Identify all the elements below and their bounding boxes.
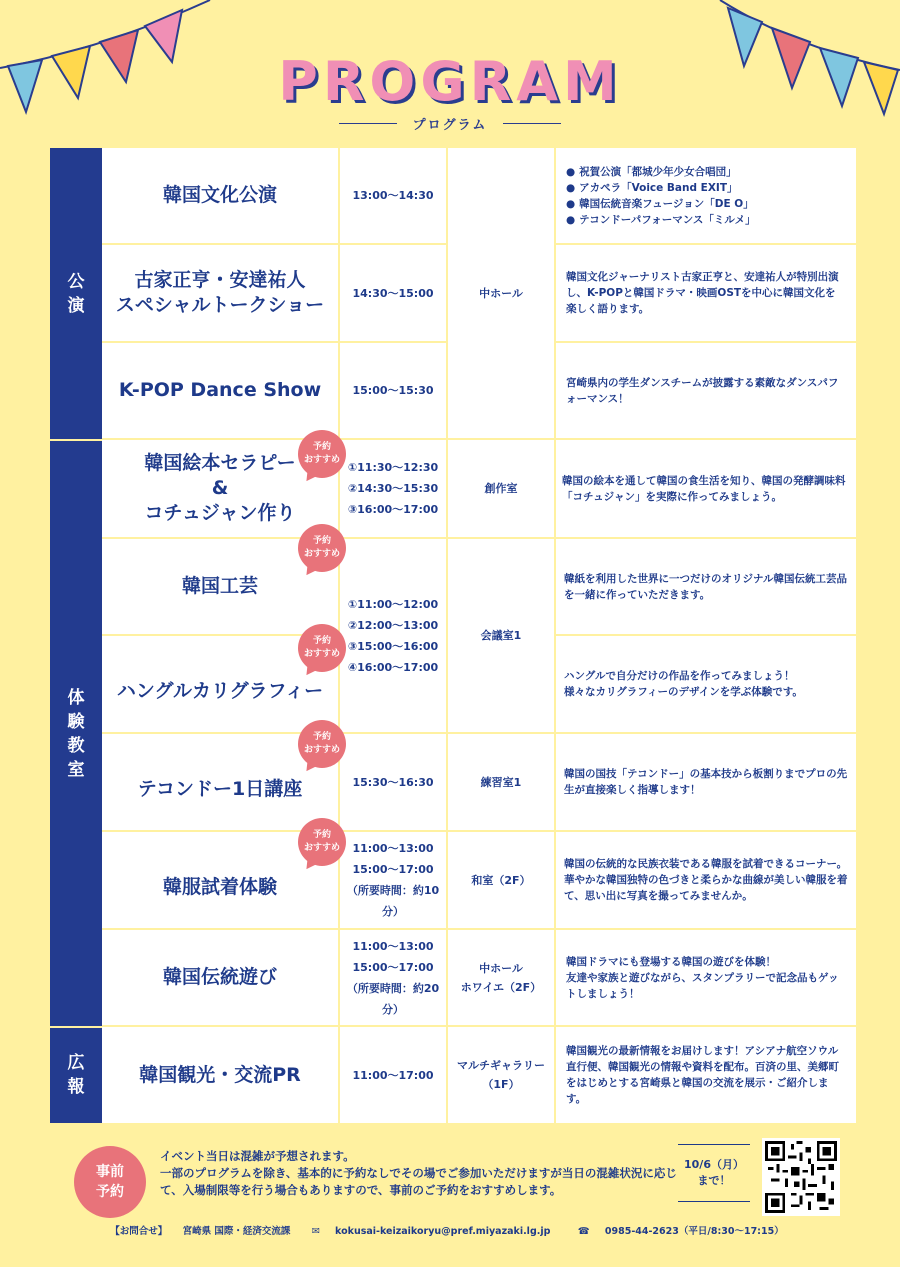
notice-text: イベント当日は混雑が予想されます。 一部のプログラムを除き、基本的に予約なしでその場でご参加いただけますが当日の混雑状況に応じて、入場制限等を行う場合もありますので、事前のご予約をおすすめします。 [160,1149,677,1197]
reservation-badge [298,818,346,866]
program-name: 韓国伝統遊び [162,966,277,988]
subtitle-row [0,114,900,133]
program-name: ハングルカリグラフィー [116,679,324,702]
section-label-text: 広 報 [67,1053,85,1097]
program-time: 11:00〜17:00 [352,1068,434,1082]
section-divider [50,1026,102,1028]
badge-text: 予約 おすすめ [303,442,341,465]
badge-text: 予約 おすすめ [303,536,341,559]
program-description: 韓国観光の最新情報をお届けします！アシアナ航空ソウル直行便、韓国観光の情報や資料を配布。百済の里、美郷町をはじめとする宮崎県と韓国の交流を展示・ご紹介します。 [566,1045,839,1105]
program-place: 練習室1 [480,775,522,789]
program-time: 15:30〜16:30 [352,775,434,789]
reservation-badge [298,624,346,672]
program-description: 韓国の国技「テコンドー」の基本技から板割りまでプロの先生が直接楽しく指導します！ [564,768,848,796]
program-place: 会議室1 [480,629,522,642]
section-label-experience [50,440,102,1027]
section-divider [50,439,102,441]
program-name: 韓服試着体験 [162,875,277,898]
program-place: 和室（2F） [471,873,531,887]
program-description: 韓紙を利用した世界に一つだけのオリジナル韓国伝統工芸品を一緒に作っていただきます。 [564,572,847,601]
reservation-badge [298,430,346,478]
page-header [0,52,900,133]
program-time: 14:30〜15:00 [352,286,434,300]
program-time: 11:00〜13:00 15:00〜17:00 （所要時間：約20分） [346,939,440,1016]
program-description: 韓国ドラマにも登場する韓国の遊びを体験！ 友達や家族と遊びながら、スタンプラリーで記念品もゲットしましょう！ [566,955,839,1000]
performance-list-item: ● 祝賀公演「都城少年少女合唱団」 [566,164,756,180]
program-time: ①11:00〜12:00 ②12:00〜13:00 ③15:00〜16:00 ④16:00〜17:00 [347,597,439,674]
subtitle-line-left [339,123,397,124]
section-label-text: 公 演 [67,272,85,316]
badge-text: 予約 おすすめ [303,636,341,659]
program-description [566,148,851,243]
program-description: 韓国文化ジャーナリスト古家正亨と、安達祐人が特別出演し、K-POPと韓国ドラマ・映画OSTを中心に韓国文化を楽しく語ります。 [566,271,839,315]
program-description: ハングルで自分だけの作品を作ってみましょう！ 様々なカリグラフィーのデザインを学ぶ体験です。 [564,670,803,698]
program-place: マルチギャラリー （1F） [457,1059,545,1091]
program-name: テコンドー1日講座 [137,777,303,800]
program-place: 中ホール [479,286,523,300]
section-label-pr [50,1027,102,1123]
qr-code[interactable] [762,1138,840,1216]
contact-line [0,1223,900,1237]
program-time: 11:00〜13:00 15:00〜17:00 （所要時間：約10分） [346,842,440,918]
mail-icon: ✉ [311,1226,324,1237]
performance-list-item: ● テコンドーパフォーマンス「ミルメ」 [566,212,756,228]
program-description: 宮崎県内の学生ダンスチームが披露する素敵なダンスパフォーマンス！ [566,376,839,405]
section-label-text: 体 験 教 室 [67,687,85,780]
reserve-circle [74,1146,146,1218]
program-name: 韓国絵本セラピー & コチュジャン作り [144,452,296,524]
subtitle-line-right [503,123,561,124]
performance-list-item: ● 韓国伝統音楽フュージョン「DE O」 [566,196,756,212]
program-time: 15:00〜15:30 [352,384,434,397]
badge-text: 予約 おすすめ [303,732,341,755]
contact-phone-wrap[interactable] [572,1226,790,1237]
badge-text: 予約 おすすめ [303,830,341,853]
program-name: 韓国文化公演 [162,184,277,206]
performance-list [566,164,756,228]
contact-label: 【お問合せ】 [110,1226,168,1237]
program-time: ①11:30〜12:30 ②14:30〜15:30 ③16:00〜17:00 [347,461,439,516]
contact-org: 宮崎県 国際・経済交流課 [182,1226,291,1237]
program-place: 創作室 [484,482,518,495]
page-subtitle: プログラム [412,118,488,133]
contact-email: kokusai-keizaikoryu@pref.miyazaki.lg.jp [335,1226,551,1237]
reservation-badge [298,524,346,572]
performance-list-item: ● アカペラ「Voice Band EXIT」 [566,180,756,196]
page-title: PROGRAM [278,50,622,113]
program-description: 韓国の絵本を通して韓国の食生活を知り、韓国の発酵調味料「コチュジャン」を実際に作ってみましょう。 [562,474,846,503]
section-label-performance [50,148,102,440]
program-name: 韓国工芸 [181,575,258,597]
program-name: 古家正亨・安達祐人 スペシャルトークショー [115,269,325,316]
reservation-badge [298,720,346,768]
contact-email-wrap[interactable] [306,1226,557,1237]
program-place: 中ホール ホワイエ（2F） [460,961,542,994]
contact-phone: 0985-44-2623（平日/8:30〜17:15） [604,1226,784,1237]
phone-icon: ☎ [577,1226,593,1237]
deadline: 10/6（月） まで！ [678,1144,750,1202]
program-time: 13:00〜14:30 [352,189,434,202]
reserve-label: 事前 予約 [96,1164,124,1200]
program-name: K-POP Dance Show [118,379,322,401]
program-name: 韓国観光・交流PR [139,1063,301,1086]
program-description: 韓国の伝統的な民族衣装である韓服を試着できるコーナー。華やかな韓国独特の色づきと柔らかな曲線が美しい韓服を着て、思い出に写真を撮ってみませんか。 [564,858,848,902]
